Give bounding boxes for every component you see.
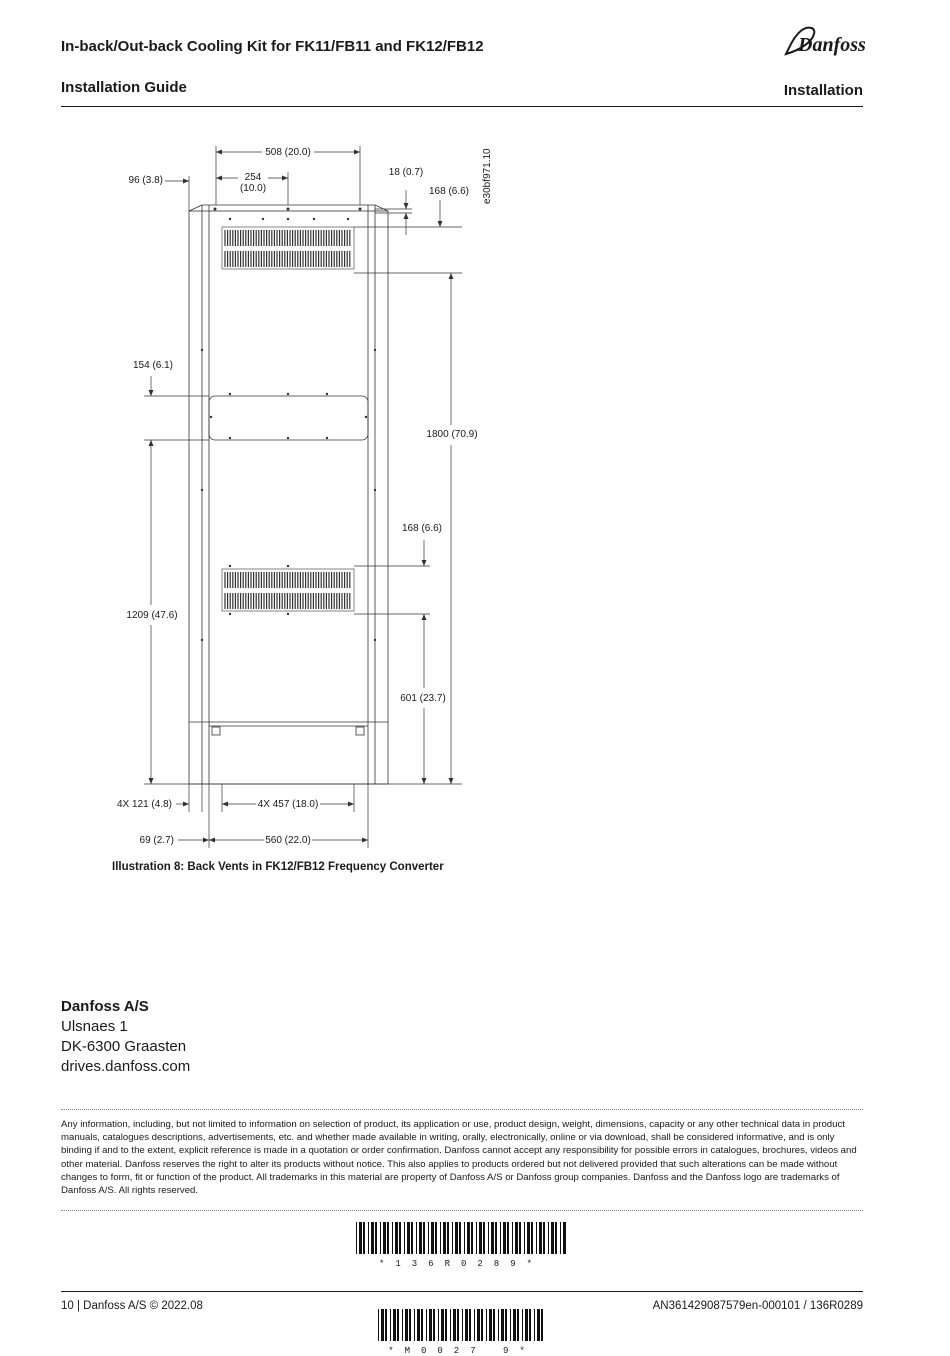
barcode-bar — [392, 1222, 393, 1254]
barcode-bar — [491, 1222, 494, 1254]
barcode-bar — [441, 1309, 444, 1341]
address-block — [61, 997, 190, 1077]
barcode-bar — [510, 1309, 511, 1341]
barcode-bar — [465, 1309, 468, 1341]
barcode-bar — [503, 1222, 506, 1254]
dim-168-mid: 168 (6.6) — [401, 523, 443, 534]
company-name: Danfoss A/S — [61, 998, 149, 1015]
disclaimer-bottom-rule — [61, 1210, 863, 1211]
dim-560: 560 (22.0) — [265, 835, 311, 846]
barcode-bar — [447, 1222, 449, 1254]
barcode-bar — [493, 1309, 495, 1341]
barcode-bar — [414, 1309, 415, 1341]
barcode-bar — [555, 1222, 557, 1254]
barcode-bar — [409, 1309, 411, 1341]
barcode-bar — [402, 1309, 403, 1341]
footer-page-info: 10 | Danfoss A/S © 2022.08 — [61, 1300, 203, 1312]
barcode-bar — [507, 1222, 509, 1254]
barcode-bar — [464, 1222, 465, 1254]
header-rule — [61, 106, 863, 107]
barcode-bar — [483, 1222, 485, 1254]
barcode-bar — [433, 1309, 435, 1341]
barcode-bar — [380, 1222, 381, 1254]
barcode-bar — [387, 1222, 389, 1254]
technical-drawing — [100, 140, 500, 860]
barcode-bar — [459, 1222, 461, 1254]
barcode-bar — [537, 1309, 540, 1341]
barcode-bar — [417, 1309, 420, 1341]
barcode-bar — [501, 1309, 504, 1341]
barcode-bar — [539, 1222, 542, 1254]
dim-69: 69 (2.7) — [139, 835, 174, 846]
barcode-bar — [534, 1309, 535, 1341]
dim-154: 154 (6.1) — [132, 360, 174, 371]
barcode-bar — [390, 1309, 391, 1341]
barcode-bar — [467, 1222, 470, 1254]
barcode-bar — [462, 1309, 463, 1341]
barcode-bar — [421, 1309, 423, 1341]
barcode-bar — [474, 1309, 475, 1341]
barcode-bar — [457, 1309, 459, 1341]
dim-254-inch: (10.0) — [239, 183, 267, 194]
guide-label: Installation Guide — [61, 79, 187, 96]
barcode-bar — [383, 1222, 386, 1254]
barcode-bar — [513, 1309, 516, 1341]
barcode-bar — [495, 1222, 497, 1254]
barcode-bar — [450, 1309, 451, 1341]
barcode-product-text: *136R0289* — [378, 1259, 543, 1269]
barcode-document — [378, 1309, 546, 1356]
barcode-bar — [541, 1309, 543, 1341]
dim-1209: 1209 (47.6) — [126, 610, 178, 621]
barcode-bar — [560, 1222, 561, 1254]
barcode-bar — [429, 1309, 432, 1341]
barcode-bar — [529, 1309, 531, 1341]
barcode-bar — [517, 1309, 519, 1341]
barcode-bars — [378, 1309, 546, 1341]
barcode-bar — [435, 1222, 437, 1254]
barcode-bar — [375, 1222, 377, 1254]
dim-457: 4X 457 (18.0) — [257, 799, 319, 810]
barcode-bar — [455, 1222, 458, 1254]
barcode-bar — [536, 1222, 537, 1254]
barcode-bar — [505, 1309, 507, 1341]
barcode-bar — [359, 1222, 362, 1254]
barcode-bar — [548, 1222, 549, 1254]
dim-168-top: 168 (6.6) — [428, 186, 470, 197]
barcode-bar — [411, 1222, 413, 1254]
barcode-bar — [498, 1309, 499, 1341]
barcode-bar — [363, 1222, 365, 1254]
dim-18: 18 (0.7) — [388, 167, 424, 178]
dim-254: 254 — [244, 172, 262, 183]
cabinet-outline — [189, 211, 388, 784]
barcode-bar — [428, 1222, 429, 1254]
dim-96: 96 (3.8) — [128, 175, 163, 186]
barcode-bar — [471, 1222, 473, 1254]
footer-rule — [61, 1291, 863, 1292]
barcode-bar — [445, 1309, 447, 1341]
barcode-bar — [371, 1222, 374, 1254]
barcode-bar — [426, 1309, 427, 1341]
barcode-bar — [440, 1222, 441, 1254]
barcode-bar — [488, 1222, 489, 1254]
barcode-bar — [476, 1222, 477, 1254]
barcode-bar — [407, 1222, 410, 1254]
barcode-bar — [423, 1222, 425, 1254]
barcode-bar — [563, 1222, 566, 1254]
barcode-bar — [469, 1309, 471, 1341]
barcode-bar — [481, 1309, 483, 1341]
disclaimer-top-rule — [61, 1109, 863, 1110]
footer-doc-number: AN361429087579en-000101 / 136R0289 — [652, 1300, 863, 1312]
barcode-bar — [419, 1222, 422, 1254]
barcode-bar — [515, 1222, 518, 1254]
barcode-bar — [512, 1222, 513, 1254]
document-title: In-back/Out-back Cooling Kit for FK11/FB11 and FK12/FB12 — [61, 38, 484, 55]
barcode-bar — [438, 1309, 439, 1341]
dim-601: 601 (23.7) — [400, 693, 446, 704]
figure-code: e30bf971.10 — [482, 148, 493, 204]
barcode-bar — [525, 1309, 528, 1341]
barcode-bar — [527, 1222, 530, 1254]
cover-plate — [209, 396, 368, 440]
barcode-bars — [356, 1222, 566, 1254]
barcode-bar — [397, 1309, 399, 1341]
dim-508: 508 (20.0) — [265, 147, 311, 158]
danfoss-logo — [780, 24, 866, 60]
barcode-bar — [479, 1222, 482, 1254]
barcode-bar — [519, 1222, 521, 1254]
barcode-bar — [500, 1222, 501, 1254]
disclaimer-text: Any information, including, but not limited to information on selection of product, its application or use, product design, weight, dimensions, capacity or any other technical data in product manuals, catalogues descriptions, advertisements, etc. and whether made available in writing, orally, electronically, online or via download, shall be considered informative, and is only binding if and to the extent, explicit reference is made in a quotation or order confirmation. Danfoss cannot accept any responsibility for possible errors in catalogues, brochures, videos and other material. Danfoss reserves the right to alter its products without notice. This also applies to products ordered but not delivered provided that such alterations can be made without changes to form, fit or function of the product. All trademarks in this material are property of Danfoss A/S or Danfoss group companies. Danfoss and the Danfoss logo are trademarks of Danfoss A/S. All rights reserved. — [61, 1119, 857, 1197]
barcode-bar — [356, 1222, 357, 1254]
figure-caption: Illustration 8: Back Vents in FK12/FB12 Frequency Converter — [112, 861, 444, 873]
barcode-bar — [522, 1309, 523, 1341]
barcode-product — [356, 1222, 566, 1269]
barcode-bar — [405, 1309, 408, 1341]
barcode-bar — [395, 1222, 398, 1254]
website-link[interactable]: drives.danfoss.com — [61, 1058, 191, 1075]
barcode-bar — [551, 1222, 554, 1254]
barcode-bar — [385, 1309, 387, 1341]
city: DK-6300 Graasten — [61, 1038, 187, 1055]
dim-121: 4X 121 (4.8) — [116, 799, 172, 810]
barcode-bar — [477, 1309, 480, 1341]
barcode-bar — [393, 1309, 396, 1341]
barcode-document-text: *M0027 9* — [388, 1346, 536, 1356]
barcode-bar — [452, 1222, 453, 1254]
section-label: Installation — [783, 82, 863, 99]
street: Ulsnaes 1 — [61, 1018, 128, 1035]
barcode-bar — [531, 1222, 533, 1254]
barcode-bar — [489, 1309, 492, 1341]
barcode-bar — [404, 1222, 405, 1254]
barcode-bar — [399, 1222, 401, 1254]
dim-1800: 1800 (70.9) — [426, 429, 478, 440]
barcode-bar — [378, 1309, 379, 1341]
barcode-bar — [368, 1222, 369, 1254]
barcode-bar — [443, 1222, 446, 1254]
barcode-bar — [381, 1309, 384, 1341]
barcode-bar — [431, 1222, 434, 1254]
barcode-bar — [453, 1309, 456, 1341]
svg-text:Danfoss: Danfoss — [798, 34, 866, 56]
barcode-bar — [486, 1309, 487, 1341]
barcode-bar — [524, 1222, 525, 1254]
barcode-bar — [416, 1222, 417, 1254]
barcode-bar — [543, 1222, 545, 1254]
